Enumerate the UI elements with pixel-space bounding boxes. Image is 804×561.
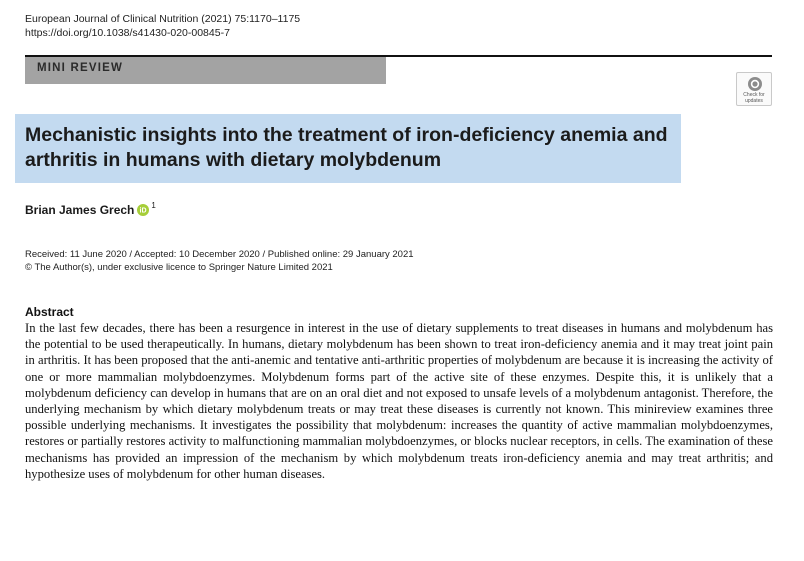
check-label-line1: Check for	[743, 92, 765, 98]
svg-text:iD: iD	[139, 207, 147, 215]
author-affiliation: 1	[151, 200, 156, 210]
abstract-body: In the last few decades, there has been a resurgence in interest in the use of dietary supplements to treat diseases in humans and molybdenum has the potential to be used therapeutically. In humans, dietary molybdenum has been shown to treat iron-deficiency anemia and it may treat joint pain in arthritis. It has been proposed that the anti-anemic and tentative anti-arthritic properties of molybdenum are because it is increasing the activity of one or more mammalian molybdoenzymes. Molybdenum forms part of the active site of these enzymes. Despite this, it is unlikely that a molybdenum deficiency can develop in humans that are on an oral diet and not exposed to unsafe levels of a molybdenum antagonist. Therefore, the underlying mechanism by which dietary molybdenum treats or may treat these diseases is currently not known. This minireview examines three possible underlying mechanisms. It investigates the possibility that molybdenum: increases the quantity of active mammalian molybdoenzymes, restores or partially restores activity to malfunctioning mammalian molybdoenzymes, or blocks nuclear receptors, in cells. The examination of these mechanisms has provided an impression of the mechanism by which molybdenum treats iron-deficiency anemia and may treat arthritis; and hypothesize uses of molybdenum for other human diseases.	[25, 321, 773, 481]
check-for-updates-badge[interactable]	[736, 72, 772, 106]
article-title: Mechanistic insights into the treatment of iron-deficiency anemia and arthritis in humans with dietary molybdenum	[25, 124, 668, 171]
orcid-icon[interactable]	[137, 204, 149, 216]
publication-dates: Received: 11 June 2020 / Accepted: 10 December 2020 / Published online: 29 January 2021	[25, 249, 414, 260]
check-for-updates-label	[737, 93, 771, 104]
check-label-line2: updates	[745, 97, 763, 104]
section-label: MINI REVIEW	[37, 62, 124, 74]
author-name: Brian James Grech	[25, 203, 135, 217]
abstract-heading: Abstract	[25, 305, 74, 319]
journal-citation: European Journal of Clinical Nutrition (2021) 75:1170–1175	[25, 13, 301, 25]
check-for-updates-icon	[747, 76, 763, 92]
author-line	[25, 200, 156, 217]
doi-link[interactable]: https://doi.org/10.1038/s41430-020-00845-7	[25, 27, 230, 39]
license-statement: © The Author(s), under exclusive licence to Springer Nature Limited 2021	[25, 262, 333, 273]
